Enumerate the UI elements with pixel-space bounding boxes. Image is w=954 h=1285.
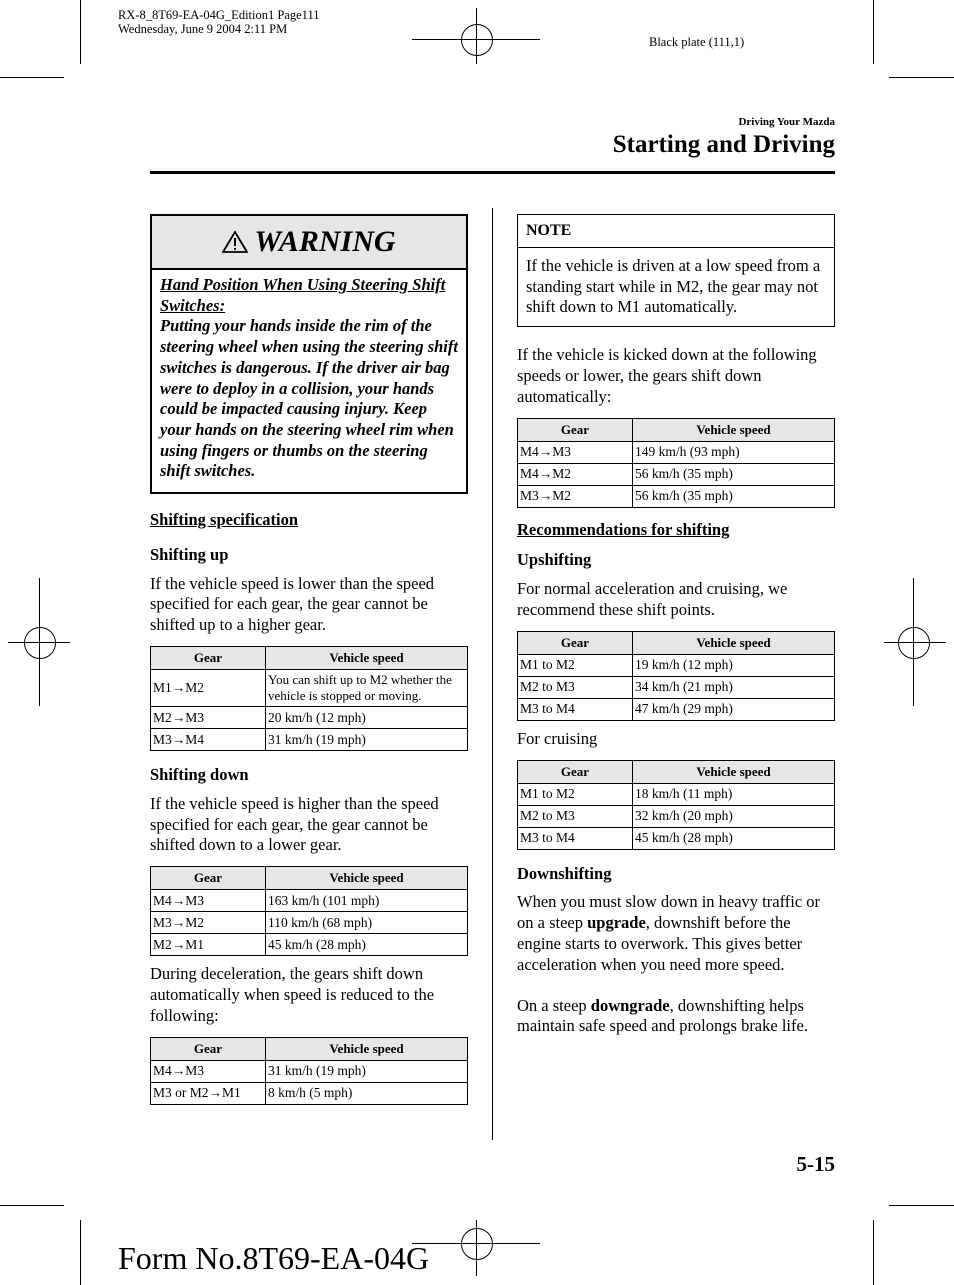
speed-cell: 31 km/h (19 mph) bbox=[266, 1060, 468, 1082]
note-box bbox=[517, 214, 835, 327]
deceleration-text: During deceleration, the gears shift down automatically when speed is reduced to the following: bbox=[150, 964, 435, 1025]
col-header: Gear bbox=[518, 631, 633, 654]
registration-line bbox=[913, 578, 914, 706]
gear-cell: M2→M1 bbox=[151, 934, 266, 956]
gear-cell: M1 to M2 bbox=[518, 783, 633, 805]
gear-cell: M3→M4 bbox=[151, 729, 266, 751]
table-shift-up bbox=[150, 646, 468, 751]
warning-header bbox=[152, 216, 466, 270]
speed-cell: 8 km/h (5 mph) bbox=[266, 1082, 468, 1104]
speed-cell: 56 km/h (35 mph) bbox=[633, 485, 835, 507]
table-row bbox=[151, 1060, 468, 1082]
table-deceleration bbox=[150, 1037, 468, 1105]
table-row bbox=[151, 670, 468, 707]
emphasis-downgrade: downgrade bbox=[590, 995, 670, 1015]
shifting-spec-heading: Shifting specification bbox=[150, 510, 299, 530]
gear-cell: M4→M3 bbox=[151, 1060, 266, 1082]
page-number: 5-15 bbox=[796, 1152, 835, 1176]
section-title: Driving Your Mazda bbox=[738, 116, 835, 128]
gear-cell: M2→M3 bbox=[151, 707, 266, 729]
downshifting-text-2 bbox=[517, 996, 835, 1038]
registration-line bbox=[884, 642, 946, 643]
cruising-text: For cruising bbox=[517, 728, 598, 748]
col-header: Vehicle speed bbox=[633, 418, 835, 441]
col-header: Vehicle speed bbox=[633, 760, 835, 783]
warning-body bbox=[152, 270, 466, 492]
speed-cell: 45 km/h (28 mph) bbox=[633, 827, 835, 849]
col-header: Gear bbox=[518, 418, 633, 441]
gear-cell: M3 to M4 bbox=[518, 698, 633, 720]
speed-cell: 34 km/h (21 mph) bbox=[633, 676, 835, 698]
gear-cell: M4→M3 bbox=[151, 890, 266, 912]
gear-cell: M2 to M3 bbox=[518, 805, 633, 827]
text-run: When you must slow down in heavy traffic or on a steep bbox=[517, 892, 821, 933]
note-title: NOTE bbox=[518, 215, 834, 248]
crop-mark bbox=[80, 0, 81, 64]
downshifting-text-1 bbox=[517, 892, 835, 975]
header-rule bbox=[150, 171, 835, 174]
table-row bbox=[151, 1082, 468, 1104]
gear-cell: M3 to M4 bbox=[518, 827, 633, 849]
warning-heading: Hand Position When Using Steering Shift Switches: bbox=[160, 275, 446, 315]
speed-cell: 31 km/h (19 mph) bbox=[266, 729, 468, 751]
upshifting-text: For normal acceleration and cruising, we recommend these shift points. bbox=[517, 579, 788, 619]
crop-mark bbox=[889, 1205, 954, 1206]
registration-line bbox=[476, 1220, 477, 1276]
text-run: On a steep bbox=[517, 995, 591, 1015]
crop-mark bbox=[873, 0, 874, 64]
table-row bbox=[518, 463, 835, 485]
recommendations-heading: Recommendations for shifting bbox=[517, 519, 730, 539]
table-cruising bbox=[517, 760, 835, 850]
plate-label: Black plate (111,1) bbox=[649, 35, 745, 49]
col-header: Vehicle speed bbox=[266, 867, 468, 890]
speed-cell: 45 km/h (28 mph) bbox=[266, 934, 468, 956]
gear-cell: M2 to M3 bbox=[518, 676, 633, 698]
col-header: Vehicle speed bbox=[266, 647, 468, 670]
crop-mark bbox=[0, 1205, 64, 1206]
col-header: Gear bbox=[518, 760, 633, 783]
table-row bbox=[518, 698, 835, 720]
chapter-title: Starting and Driving bbox=[612, 131, 835, 158]
crop-mark bbox=[80, 1220, 81, 1285]
text-run: , downshift before the engine starts to overwork. This gives better acceleration when you need more speed. bbox=[517, 913, 803, 974]
right-column bbox=[517, 214, 835, 1037]
table-row bbox=[151, 912, 468, 934]
gear-cell: M3→M2 bbox=[518, 485, 633, 507]
upshifting-heading: Upshifting bbox=[517, 550, 592, 570]
table-row bbox=[518, 805, 835, 827]
table-row bbox=[151, 707, 468, 729]
col-header: Gear bbox=[151, 1037, 266, 1060]
speed-cell: 110 km/h (68 mph) bbox=[266, 912, 468, 934]
speed-cell: 56 km/h (35 mph) bbox=[633, 463, 835, 485]
gear-cell: M4→M2 bbox=[518, 463, 633, 485]
print-info bbox=[118, 8, 319, 36]
registration-mark-top bbox=[461, 24, 493, 56]
col-header: Vehicle speed bbox=[633, 631, 835, 654]
table-upshifting bbox=[517, 631, 835, 721]
text-run: , downshifting helps maintain safe speed and prolongs brake life. bbox=[517, 995, 808, 1036]
left-column bbox=[150, 214, 468, 1105]
form-number: Form No.8T69-EA-04G bbox=[118, 1240, 430, 1276]
gear-cell: M3 or M2→M1 bbox=[151, 1082, 266, 1104]
table-row bbox=[151, 934, 468, 956]
registration-mark-bottom bbox=[461, 1228, 493, 1260]
table-row bbox=[518, 485, 835, 507]
emphasis-upgrade: upgrade bbox=[587, 913, 646, 933]
kickdown-text: If the vehicle is kicked down at the following speeds or lower, the gears shift down automatically: bbox=[517, 345, 817, 406]
crop-mark bbox=[873, 1220, 874, 1285]
col-header: Gear bbox=[151, 867, 266, 890]
speed-cell: 163 km/h (101 mph) bbox=[266, 890, 468, 912]
gear-cell: M4→M3 bbox=[518, 441, 633, 463]
note-text: If the vehicle is driven at a low speed from a standing start while in M2, the gear may not shift down to M1 automatically. bbox=[526, 255, 821, 317]
registration-line bbox=[39, 578, 40, 706]
registration-mark-left bbox=[24, 627, 56, 659]
speed-cell: You can shift up to M2 whether the vehicle is stopped or moving. bbox=[266, 670, 468, 707]
speed-cell: 47 km/h (29 mph) bbox=[633, 698, 835, 720]
table-row bbox=[518, 441, 835, 463]
warning-triangle-icon bbox=[222, 230, 248, 254]
gear-cell: M1→M2 bbox=[151, 670, 266, 707]
table-row bbox=[518, 827, 835, 849]
table-shift-down bbox=[150, 866, 468, 956]
gear-cell: M1 to M2 bbox=[518, 654, 633, 676]
registration-mark-right bbox=[898, 627, 930, 659]
warning-box bbox=[150, 214, 468, 494]
table-row bbox=[151, 729, 468, 751]
warning-title: WARNING bbox=[254, 224, 396, 258]
speed-cell: 32 km/h (20 mph) bbox=[633, 805, 835, 827]
doc-id: RX-8_8T69-EA-04G_Edition1 Page111 bbox=[118, 8, 320, 22]
table-row bbox=[518, 783, 835, 805]
col-header: Gear bbox=[151, 647, 266, 670]
speed-cell: 19 km/h (12 mph) bbox=[633, 654, 835, 676]
gear-cell: M3→M2 bbox=[151, 912, 266, 934]
table-row bbox=[151, 890, 468, 912]
col-header: Vehicle speed bbox=[266, 1037, 468, 1060]
shifting-down-heading: Shifting down bbox=[150, 765, 249, 785]
table-kickdown bbox=[517, 418, 835, 508]
warning-text: Putting your hands inside the rim of the steering wheel when using the steering shift switches is dangerous. If the driver air bag were to deploy in a collision, your hands could be impacted causing injury. Keep your hands on the steering wheel rim when using fingers or thumbs on the steering shift switches. bbox=[160, 316, 458, 481]
crop-mark bbox=[889, 77, 954, 78]
table-row bbox=[518, 676, 835, 698]
print-date: Wednesday, June 9 2004 2:11 PM bbox=[118, 22, 288, 36]
column-divider bbox=[492, 208, 493, 1140]
table-row bbox=[518, 654, 835, 676]
speed-cell: 20 km/h (12 mph) bbox=[266, 707, 468, 729]
speed-cell: 18 km/h (11 mph) bbox=[633, 783, 835, 805]
downshifting-heading: Downshifting bbox=[517, 863, 612, 883]
registration-line bbox=[476, 8, 477, 64]
shifting-up-text: If the vehicle speed is lower than the speed specified for each gear, the gear cannot be shifted up to a higher gear. bbox=[150, 573, 435, 635]
speed-cell: 149 km/h (93 mph) bbox=[633, 441, 835, 463]
crop-mark bbox=[0, 77, 64, 78]
shifting-down-text: If the vehicle speed is higher than the speed specified for each gear, the gear cannot be shifted down to a lower gear. bbox=[150, 793, 439, 855]
shifting-up-heading: Shifting up bbox=[150, 544, 229, 564]
